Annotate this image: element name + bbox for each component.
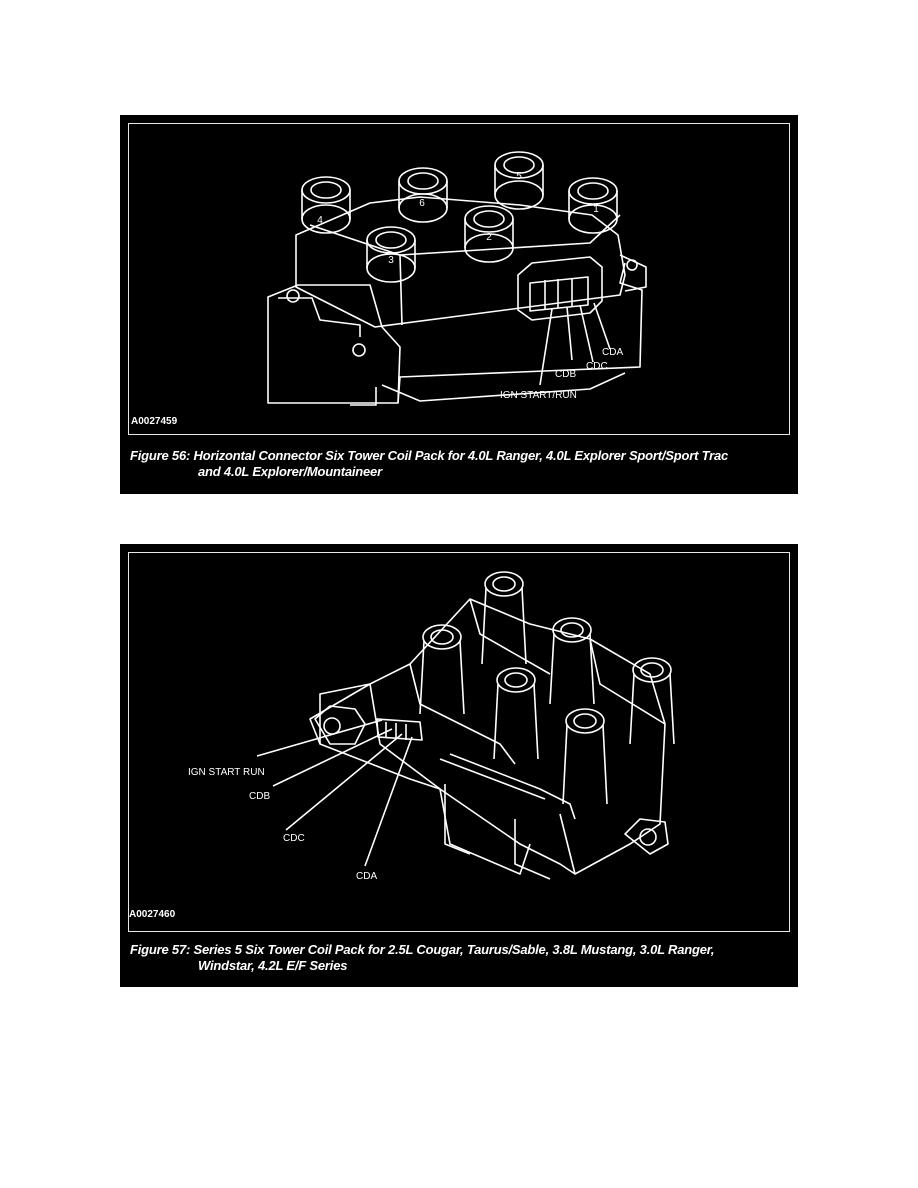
figure-caption: [130, 942, 784, 974]
label-cda: CDA: [602, 347, 624, 358]
tower-label: 2: [486, 232, 492, 243]
tower-label: 4: [317, 215, 323, 226]
figure-code: A0027460: [129, 909, 176, 920]
figure-56: [120, 115, 798, 494]
tower-label: 3: [388, 255, 394, 266]
caption-line-1: Figure 57: Series 5 Six Tower Coil Pack for 2.5L Cougar, Taurus/Sable, 3.8L Mustang, 3.0L Ranger,: [130, 942, 715, 957]
figure-code: A0027459: [131, 416, 178, 427]
label-cdb: CDB: [555, 369, 577, 380]
coil-pack-horizontal-illustration: [120, 115, 798, 445]
tower-label: 5: [516, 171, 522, 182]
label-cdb: CDB: [249, 791, 271, 802]
coil-pack-series5-illustration: [120, 544, 798, 939]
tower-label: 1: [593, 204, 599, 215]
label-ign-start-run: IGN START RUN: [188, 767, 265, 778]
label-cdc: CDC: [283, 833, 305, 844]
figure-caption: [130, 448, 784, 480]
figure-57: [120, 544, 798, 987]
label-cda: CDA: [356, 871, 378, 882]
caption-line-2: Windstar, 4.2L E/F Series: [198, 958, 348, 973]
label-cdc: CDC: [586, 361, 608, 372]
tower-label: 6: [419, 198, 425, 209]
caption-line-1: Figure 56: Horizontal Connector Six Tower Coil Pack for 4.0L Ranger, 4.0L Explorer Sport/Sport Trac: [130, 448, 729, 463]
label-ign-start-run: IGN START/RUN: [500, 390, 577, 401]
caption-line-2: and 4.0L Explorer/Mountaineer: [198, 464, 382, 479]
